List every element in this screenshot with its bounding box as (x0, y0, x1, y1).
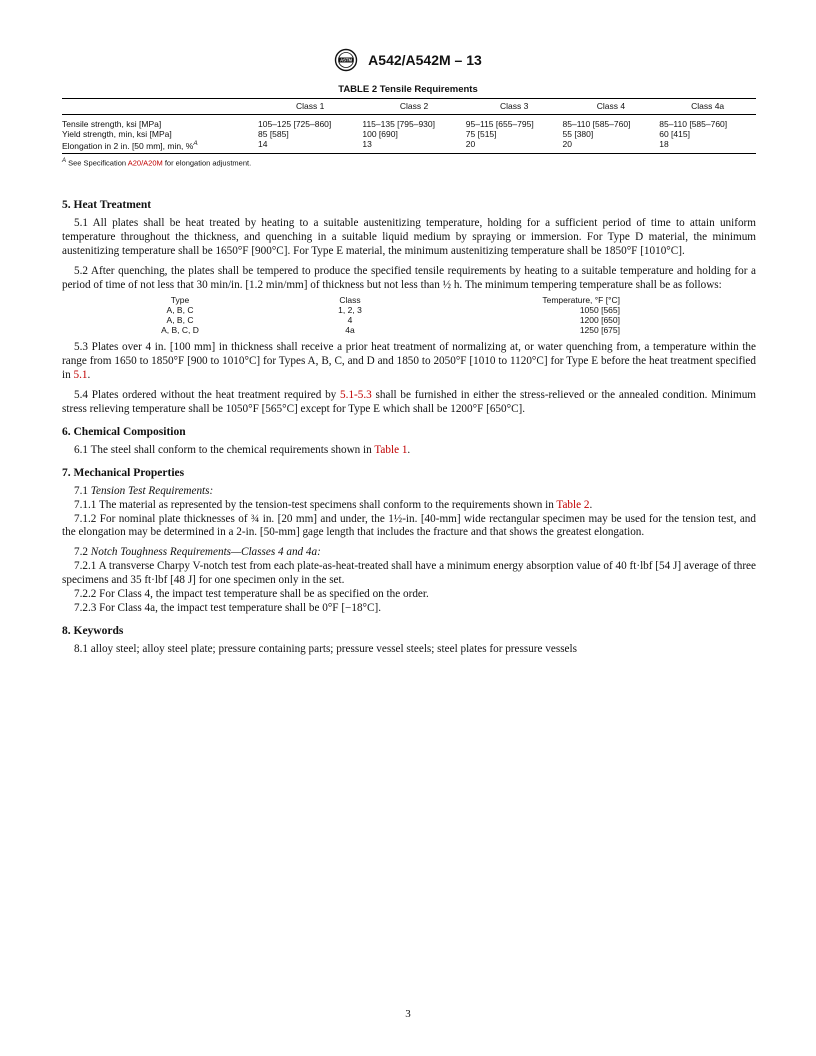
row-label (62, 139, 258, 153)
table-row (140, 315, 620, 325)
table-cell: 1050 [565] (579, 305, 620, 316)
paragraph-6-1 (62, 444, 756, 458)
table-cell: 115–135 [795–930] (362, 119, 435, 129)
paragraph-5-1: 5.1 All plates shall be heat treated by heating to a suitable austenitizing temperature, holding for a sufficient period of time to attain uniform temperature throughout the thickness, and quenching in a suitable liquid medium by spraying or immersion. For Type D material, the minimum austenitizing temperature shall be 1650°F [900°C]. For Type E material, the minimum austenitizing temperature shall be 1850°F [1010°C]. (62, 216, 756, 257)
table-cell: 20 (563, 139, 660, 153)
section-heading: 8. Keywords (62, 624, 124, 637)
table-cell: A, B, C (166, 305, 194, 316)
section-heading: 7. Mechanical Properties (62, 466, 185, 479)
footnote-text: See Specification (66, 158, 128, 168)
paragraph-7-2-1: 7.2.1 A transverse Charpy V-notch test from each plate-as-heat-treated shall have a minimum energy absorption value of 40 ft·lbf [54 J] average of three specimens and 35 ft·lbf [48 J] for one specimen only in the set. (62, 560, 756, 587)
paragraph-text: . (87, 369, 91, 382)
page-header (0, 48, 816, 72)
section-5-1-5-3-link[interactable]: 5.1-5.3 (340, 389, 372, 402)
a20-link[interactable]: A20/A20M (127, 158, 163, 168)
section-mechanical-properties (62, 467, 756, 616)
table-cell: 95–115 [655–795] (465, 119, 534, 129)
table-row (140, 305, 620, 315)
paragraph-text: shall be furnished in either the stress-relieved or the annealed condition. Minimum stress relieving temperature shall be 1050°F [565°C] except for Type E which shall be 1200°F [650°C]. (62, 389, 756, 416)
section-5-1-link[interactable]: 5.1 (73, 369, 88, 382)
document-body (62, 199, 756, 666)
column-header: Class 4a (659, 99, 756, 115)
subsection-title: Notch Toughness Requirements—Classes 4 and 4a: (90, 546, 321, 559)
column-header: Temperature, °F [°C] (542, 295, 620, 306)
table-cell: 105–125 [725–860] (258, 119, 332, 129)
paragraph-text: 7.1.1 The material as represented by the tension-test specimens shall conform to the requirements shown in (74, 498, 557, 511)
column-header: Class 4 (563, 99, 660, 115)
page-number: 3 (405, 1008, 411, 1020)
table-footnote (62, 158, 251, 168)
paragraph-text: 6.1 The steel shall conform to the chemical requirements shown in (74, 443, 375, 456)
table-cell: 85 [585] (258, 129, 289, 139)
row-label-text: Elongation in 2 in. [50 mm], min, % (62, 140, 194, 151)
table-cell: 14 (258, 139, 362, 153)
column-header: Class (339, 295, 361, 306)
tensile-requirements-table (62, 98, 756, 154)
paragraph-7-1-2: 7.1.2 For nominal plate thicknesses of ¾ in. [20 mm] and under, the 1½-in. [40-mm] wide rectangular specimen may be used for the tension test, and the elongation may be determined in a 2-in. [50-mm] gage length that includes the fracture and that shows the greatest elongation. (62, 512, 756, 539)
footnote-marker: A (62, 158, 67, 164)
table-cell: 18 (659, 139, 756, 153)
section-chemical-composition (62, 426, 756, 458)
row-label: Tensile strength, ksi [MPa] (62, 119, 162, 129)
paragraph-text: 5.3 Plates over 4 in. [100 mm] in thickness shall receive a prior heat treatment of normalizing at, or water quenching from, a temperature within the range from 1650 to 1850°F [900 to 1010°C] for Types A, B, C, and D and 1850 to 2050°F [1010 to 1120°C] for Type E before the heat treatment specified in (62, 341, 756, 382)
table-header-row (62, 99, 756, 115)
table-row (140, 325, 620, 335)
table-header-row (140, 295, 620, 305)
table-2-link[interactable]: Table 2 (556, 498, 590, 511)
table-cell: 85–110 [585–760] (562, 119, 631, 129)
paragraph-text: 5.4 Plates ordered without the heat treatment required by (74, 389, 341, 402)
column-header: Class 3 (466, 99, 563, 115)
table-cell: 100 [690] (362, 129, 398, 139)
paragraph-7-2-2: 7.2.2 For Class 4, the impact test temperature shall be as specified on the order. (74, 588, 429, 601)
astm-logo-icon (334, 48, 358, 72)
table-cell: 4 (347, 315, 353, 326)
table-cell: 75 [515] (465, 129, 497, 139)
row-label: Yield strength, min, ksi [MPa] (62, 129, 172, 139)
table-header-blank (62, 99, 258, 115)
paragraph-5-3 (62, 341, 756, 383)
paragraph-7-1-1 (62, 499, 756, 513)
paragraph-5-4 (62, 389, 756, 417)
standard-designation: A542/A542M – 13 (368, 52, 482, 68)
svg-text:ASTM: ASTM (340, 57, 353, 63)
section-heading: 5. Heat Treatment (62, 199, 152, 211)
table-cell: 13 (362, 139, 465, 153)
paragraph-8-1: 8.1 alloy steel; alloy steel plate; pressure containing parts; pressure vessel steels; steel plates for pressure vessels (74, 642, 577, 655)
paragraph-7-1 (62, 485, 756, 499)
table-cell: 20 (466, 139, 563, 153)
paragraph-7-2 (62, 546, 756, 560)
tempering-table (140, 295, 620, 335)
table-cell: 60 [415] (659, 129, 690, 139)
table-cell: A, B, C, D (161, 325, 199, 336)
paragraph-number: 7.2 (74, 546, 91, 559)
table-2-title: TABLE 2 Tensile Requirements (338, 84, 478, 95)
section-heat-treatment (62, 199, 756, 417)
table-cell: 55 [380] (562, 129, 594, 139)
paragraph-number: 7.1 (74, 484, 91, 497)
paragraph-5-2: 5.2 After quenching, the plates shall be tempered to produce the specified tensile requirements by heating to a suitable temperature and holding for a period of time of not less that 30 min/in. [1.2 min/mm] of thickness but not less than ½ h. The minimum tempering temperature shall be as follows: (62, 264, 756, 291)
section-keywords (62, 625, 756, 657)
paragraph-text: . (589, 498, 593, 511)
section-heading: 6. Chemical Composition (62, 425, 186, 438)
footnote-text: for elongation adjustment. (162, 158, 252, 168)
subsection-title: Tension Test Requirements: (90, 484, 214, 497)
column-header: Class 1 (258, 99, 362, 115)
table-cell: A, B, C (166, 315, 194, 326)
footnote-marker: A (193, 140, 198, 147)
table-cell: 85–110 [585–760] (659, 119, 728, 129)
table-1-link[interactable]: Table 1 (374, 443, 408, 456)
column-header: Class 2 (362, 99, 465, 115)
table-cell: 1200 [650] (579, 315, 620, 326)
column-header: Type (170, 295, 190, 306)
table-row (62, 139, 756, 153)
table-cell: 4a (345, 325, 355, 336)
table-cell: 1, 2, 3 (338, 305, 362, 316)
table-row (62, 115, 756, 130)
table-row (62, 129, 756, 139)
paragraph-text: . (407, 443, 411, 456)
table-cell: 1250 [675] (579, 325, 620, 336)
paragraph-7-2-3: 7.2.3 For Class 4a, the impact test temperature shall be 0°F [−18°C]. (74, 601, 382, 614)
